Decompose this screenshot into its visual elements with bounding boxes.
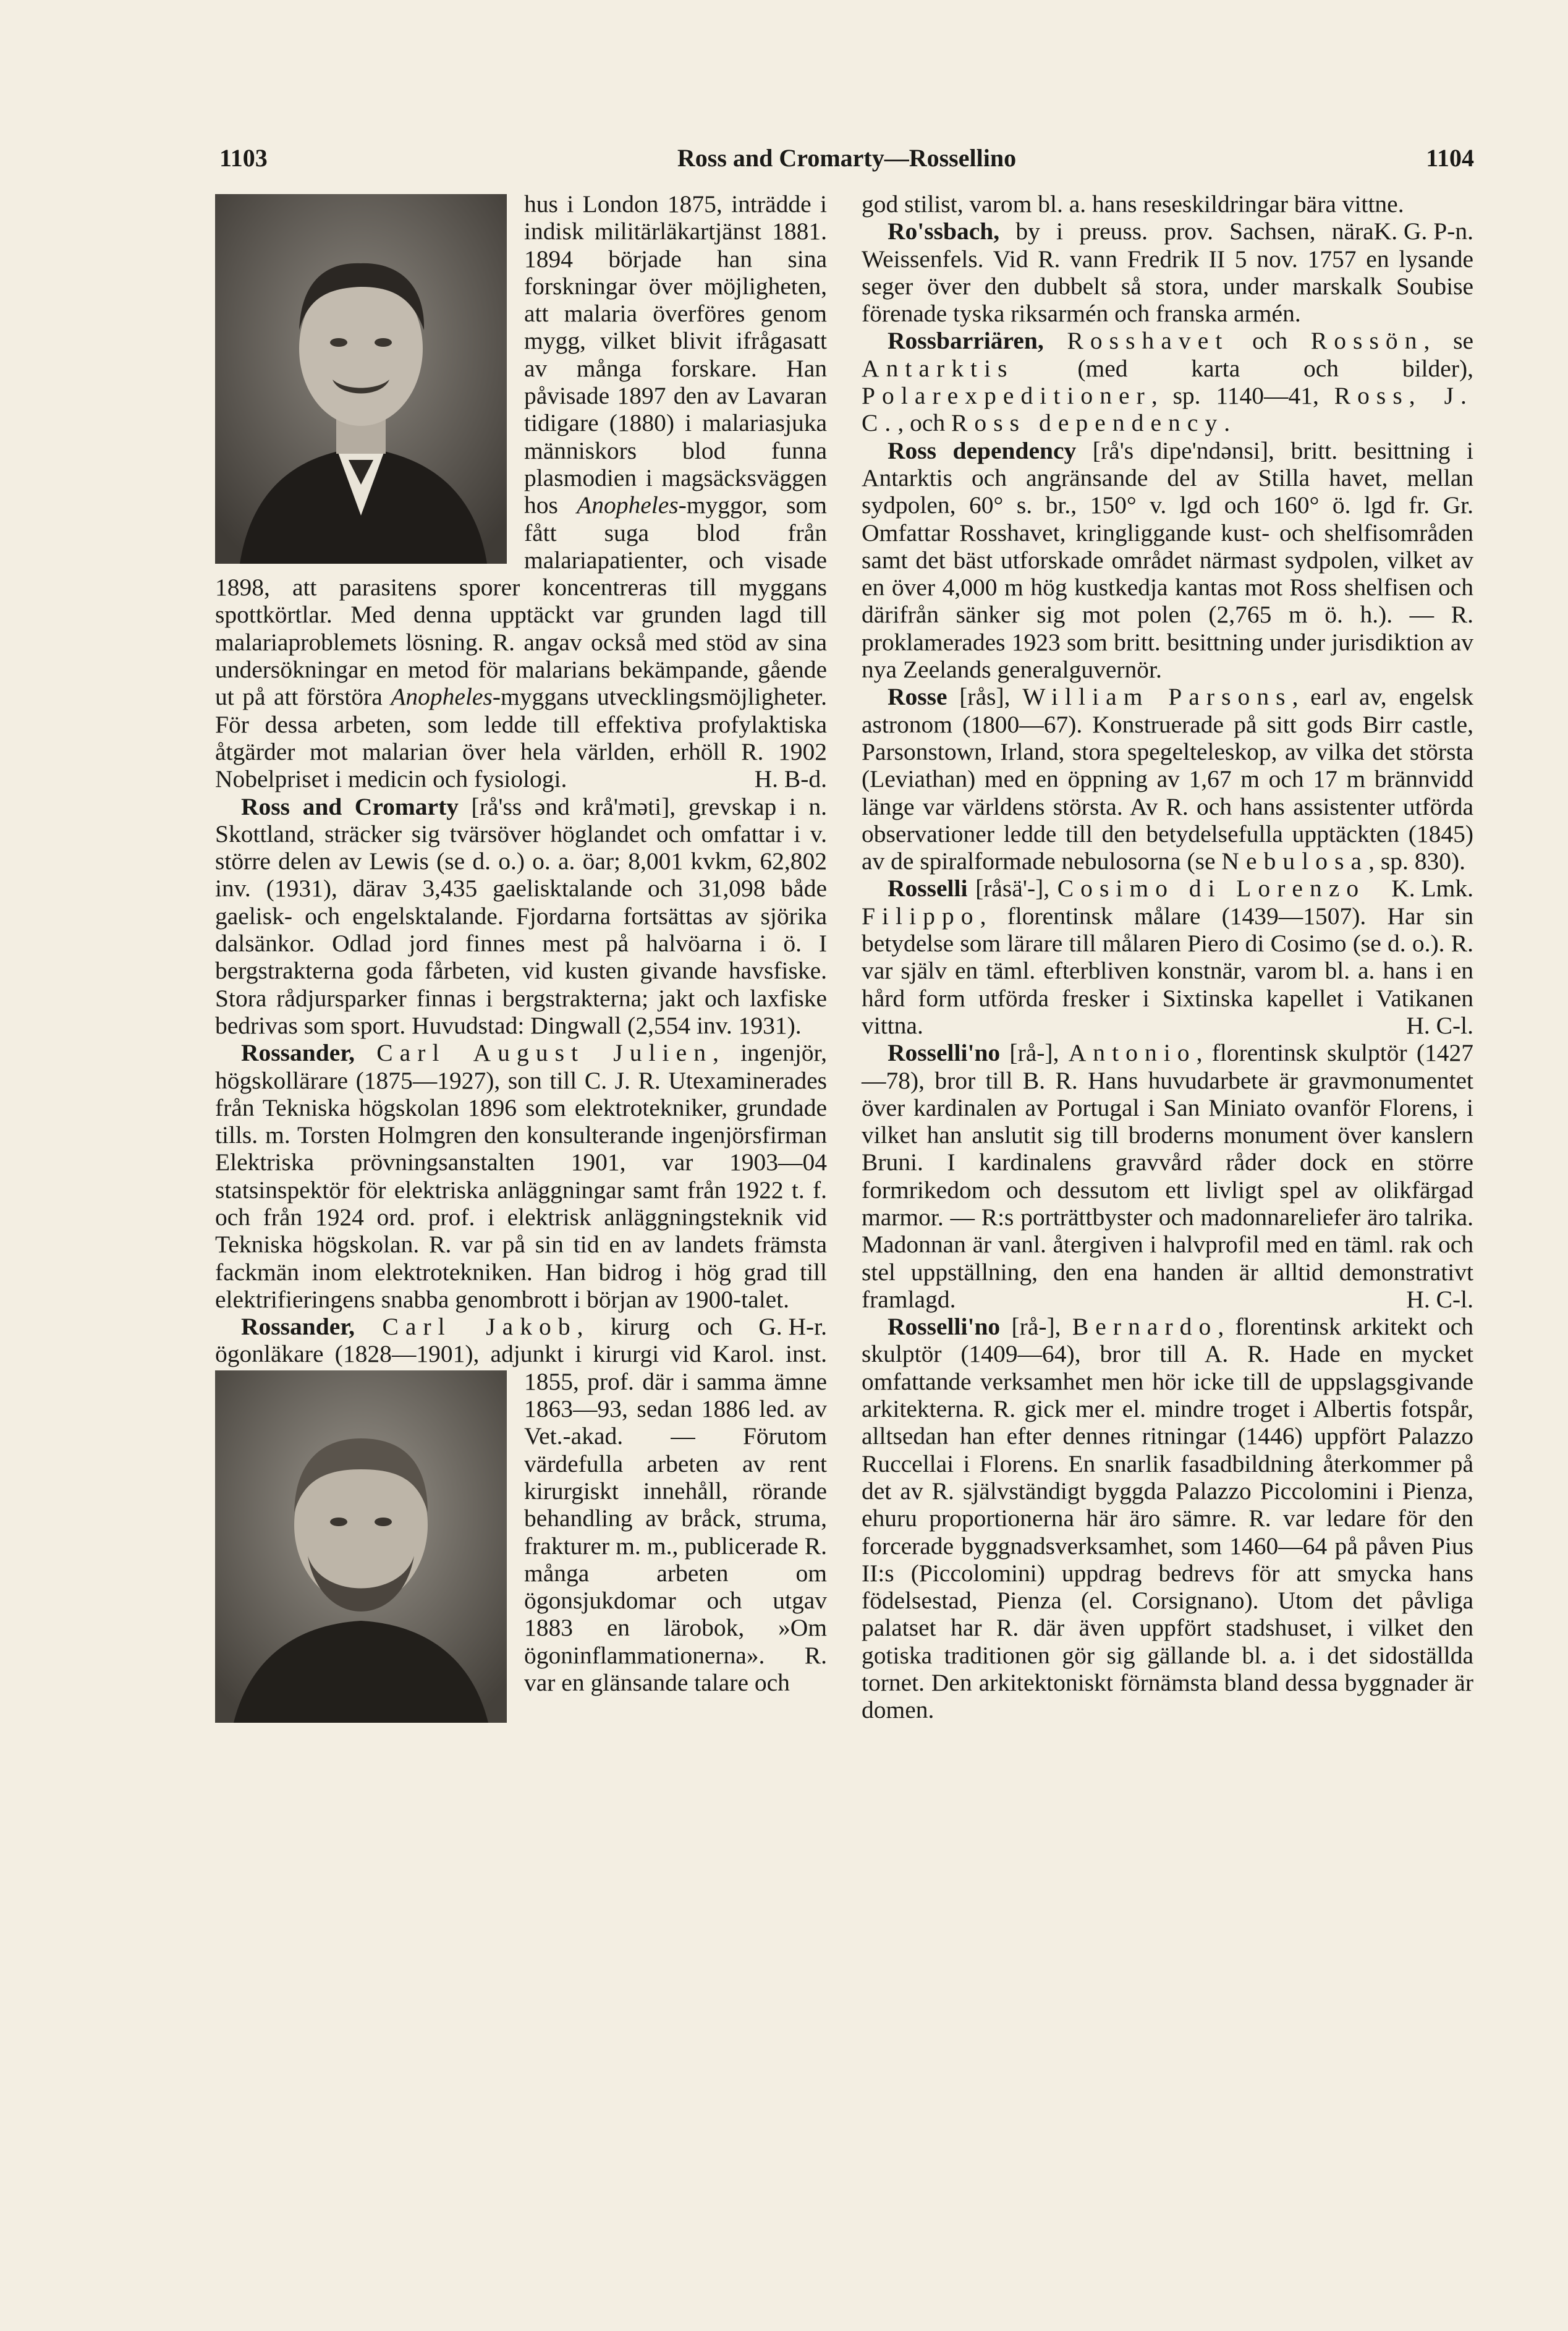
entry-ross-and-cromarty: Ross and Cromarty [rå'ss ənd krå'məti], grevskap i n. Skottland, sträcker sig tvärsöver höglandet och omfattar i v. större delen av Lewis (se d. o.) o. a. öar; 8,001 kvkm, 62,802 inv. (1931), därav 3,435 gaelisktalande och 31,098 både gaelisk- och engelsktalande. Fjordarna fortsättas av sjörika dalsänkor. Odlad jord finnes mest på halvöarna i ö. I bergstrakterna goda fårbeten, vid kusten givande havsfiske. Stora rådjursparker finnas i bergstrakterna; jakt och laxfiske bedrivas som sport. Huvudstad: Dingwall (2,554 inv. 1931). — [215, 792, 828, 1039]
entry-rossander-carl-jakob: Rossander, Carl Jakob, kirurg och ögonläkare (1828—1901), adjunkt i kirurgi vid Karol. inst. 1855, prof. där i samma ämne 1863—93, sedan 1886 led. av Vet.-akad. — Förutom värdefulla arbeten av rent kirurgiskt innehåll, rörande behandling av bråck, struma, frakturer m. m., publicerade R. många arbeten om ögonsjukdomar och utgav 1883 en lärobok, »Om ögoninflammationerna». R. var en glänsande talare och — [215, 1313, 827, 1696]
signature: H. C-l. — [1406, 1285, 1473, 1313]
entry-rossellino-bernardo: Rosselli'no [rå-], Bernardo, florentinsk arkitekt och skulptör (1409—64), bror till A. R. Hade en mycket omfattande verksamhet men hör icke till de uppslagsgivande arkitekterna. R. gick mer el. mindre troget i Albertis fotspår, alltsedan han efter dennes ritningar (1446) uppfört Palazzo Ruccellai i Florens. En snarlik fasadbildning återkommer på det av R. självständigt byggda Palazzo Piccolomini i Pienza, ehuru proportionerna här äro sämre. R. var ledare för den forcerade byggnadsverksamhet, som 1460—64 på påven Pius II:s (Piccolomini) uppdrag bedrevs för att smycka hans födelsestad, Pienza (el. Corsignano). Utom det påvliga palatset har R. där även uppfört stadshuset, i vilket den gotiska traditionen gör sig gällande bl. a. i det sidoställda tornet. Den arkitektoniskt förnämsta bland dessa byggnader är domen. — [862, 1313, 1473, 1724]
signature: H. C-l. — [1406, 1011, 1473, 1039]
headword: Ro'ssbach, — [888, 218, 1000, 245]
entry-rosse: Rosse [rås], William Parsons, earl av, engelsk astronom (1800—67). Konstruerade på sitt gods Birr castle, Parsonstown, Irland, stora spegelteleskop, av vilka det största (Leviathan) med en öppning av 1,67 m och 17 m brännvidd länge var världens största. Av R. och hans assistenter utförda observationer ledde till den betydelsefulla upptäckten (1845) av de spiralformade nebulosorna (se Nebulosa, sp. 830). K. Lmk. — [862, 683, 1473, 902]
headword: Rossbarriären, — [888, 327, 1044, 355]
entry-ross-continuation: hus i London 1875, inträdde i indisk militärläkartjänst 1881. 1894 började han sina forskningar över möjligheten, att malaria överföres genom mygg, vilket blivit ifrågasatt av många forskare. Han påvisade 1897 den av Lavaran tidigare (1880) i malariasjuka människors blod funna plasmodien i magsäcksväggen hos Anopheles-myggor, som fått suga blod från malariapatienter, och visade 1898, att parasitens sporer koncentreras till myggans spottkörtlar. Med denna upptäckt var grunden lagd till malariaproblemets lösning. R. angav också med stöd av sina undersökningar en metod för malarians bekämpande, gående ut på att förstöra Anopheles-myggans utvecklingsmöjligheter. För dessa arbeten, som ledde till effektiva profylaktiska åtgärder mot malarian över hela världen, erhöll R. 1902 Nobelpriset i medicin och fysiologi. H. B-d. — [215, 190, 827, 793]
entry-rossander-continuation: god stilist, varom bl. a. hans reseskildringar bära vittne. K. G. P-n. — [862, 190, 1473, 245]
headword: Rosselli'no — [888, 1039, 1001, 1067]
entry-rossbarriaren: Rossbarriären, Rosshavet och Rossön, se Antarktis (med karta och bilder), Polarexpeditioner, sp. 1140—41, Ross, J. C., och Ross dependency. — [862, 327, 1473, 437]
entry-rossbach: Ro'ssbach, by i preuss. prov. Sachsen, nära Weissenfels. Vid R. vann Fredrik II 5 nov. 1757 en lysande seger över den dubbelt så stora, under marskalk Soubise förenade tyska riksarmén och franska armén. — [862, 218, 1473, 328]
entry-rosselli: Rosselli [råsä'-], Cosimo di Lorenzo Filippo, florentinsk målare (1439—1507). Har sin betydelse som lärare till målaren Piero di Cosimo (se d. o.). R. var själv en täml. efterbliven konstnär, varom bl. a. hans i en hård form utförda fresker i Sixtinska kapellet i Vatikanen vittna. H. C-l. — [862, 875, 1473, 1039]
right-column — [862, 190, 1473, 1724]
page-number-left: 1103 — [219, 144, 268, 172]
signature: G. H-r. — [758, 1313, 827, 1341]
running-title: Ross and Cromarty—Rossellino — [677, 144, 1017, 172]
left-column — [215, 190, 827, 1725]
headword: Rosse — [888, 683, 947, 711]
signature: H. B-d. — [754, 765, 827, 793]
signature: K. Lmk. — [1391, 875, 1473, 902]
entry-rossellino-antonio: Rosselli'no [rå-], Antonio, florentinsk skulptör (1427—78), bror till B. R. Hans huvudarbete är gravmonumentet över kardinalen av Portugal i San Miniato ovanför Florens, i vilket han anslutit sig till broderns monument över kanslern Bruni. I kardinalens gravvård råder dock en större formrikedom och dessutom ett livligt spel av olikfärgad marmor. — R:s porträttbyster och madonnareliefer äro talrika. Madonnan är vanl. återgiven i halvprofil med en täml. rak och stel uppställning, den ena handen är alltid demonstrativt framlagd. H. C-l. — [862, 1039, 1473, 1313]
page-number-right: 1104 — [1426, 144, 1474, 172]
headword: Rossander, — [241, 1313, 355, 1341]
entry-ross-dependency: Ross dependency [rå's dipe'ndənsi], britt. besittning i Antarktis och angränsande del av Stilla havet, mellan sydpolen, 60° s. br., 150° v. lgd och 160° ö. lgd fr. Gr. Omfattar Rosshavet, kringliggande kust- och shelfisområden samt det bäst utforskade området närmast sydpolen, vilket av en över 4,000 m hög kustkedja kantas mot Ross shelfisen och därifrån sänker sig mot polen (2,765 m ö. h.). — R. proklamerades 1923 som britt. besittning under jurisdiktion av nya Zeelands generalguvernör. — [862, 436, 1473, 684]
portrait-ronald-ross — [215, 194, 507, 564]
portrait-carl-jakob-rossander — [215, 1370, 507, 1723]
entry-rossander-carl-august: Rossander, Carl August Julien, ingenjör, högskollärare (1875—1927), son till C. J. R. Utexaminerades från Tekniska högskolan 1896 som elektrotekniker, grundade tills. m. Torsten Holmgren den konsulterande ingenjörsfirman Elektriska prövningsanstalten 1901, var 1903—04 statsinspektör för elektriska anläggningar samt från 1922 t. f. och från 1924 ord. prof. i elektrisk anläggningsteknik vid Tekniska högskolan. R. var på sin tid en av landets främsta fackmän inom elektrotekniken. Han bidrog i hög grad till elektrifieringens snabba genombrott i början av 1900-talet. G. H-r. — [215, 1039, 827, 1341]
signature: K. G. P-n. — [1373, 218, 1473, 245]
headword: Rossander, — [241, 1039, 355, 1067]
headword: Ross dependency — [888, 436, 1077, 464]
headword: Rosselli — [888, 875, 968, 902]
headword: Ross and Cromarty — [241, 792, 459, 820]
headword: Rosselli'no — [888, 1313, 1001, 1341]
page-header — [219, 143, 1474, 187]
